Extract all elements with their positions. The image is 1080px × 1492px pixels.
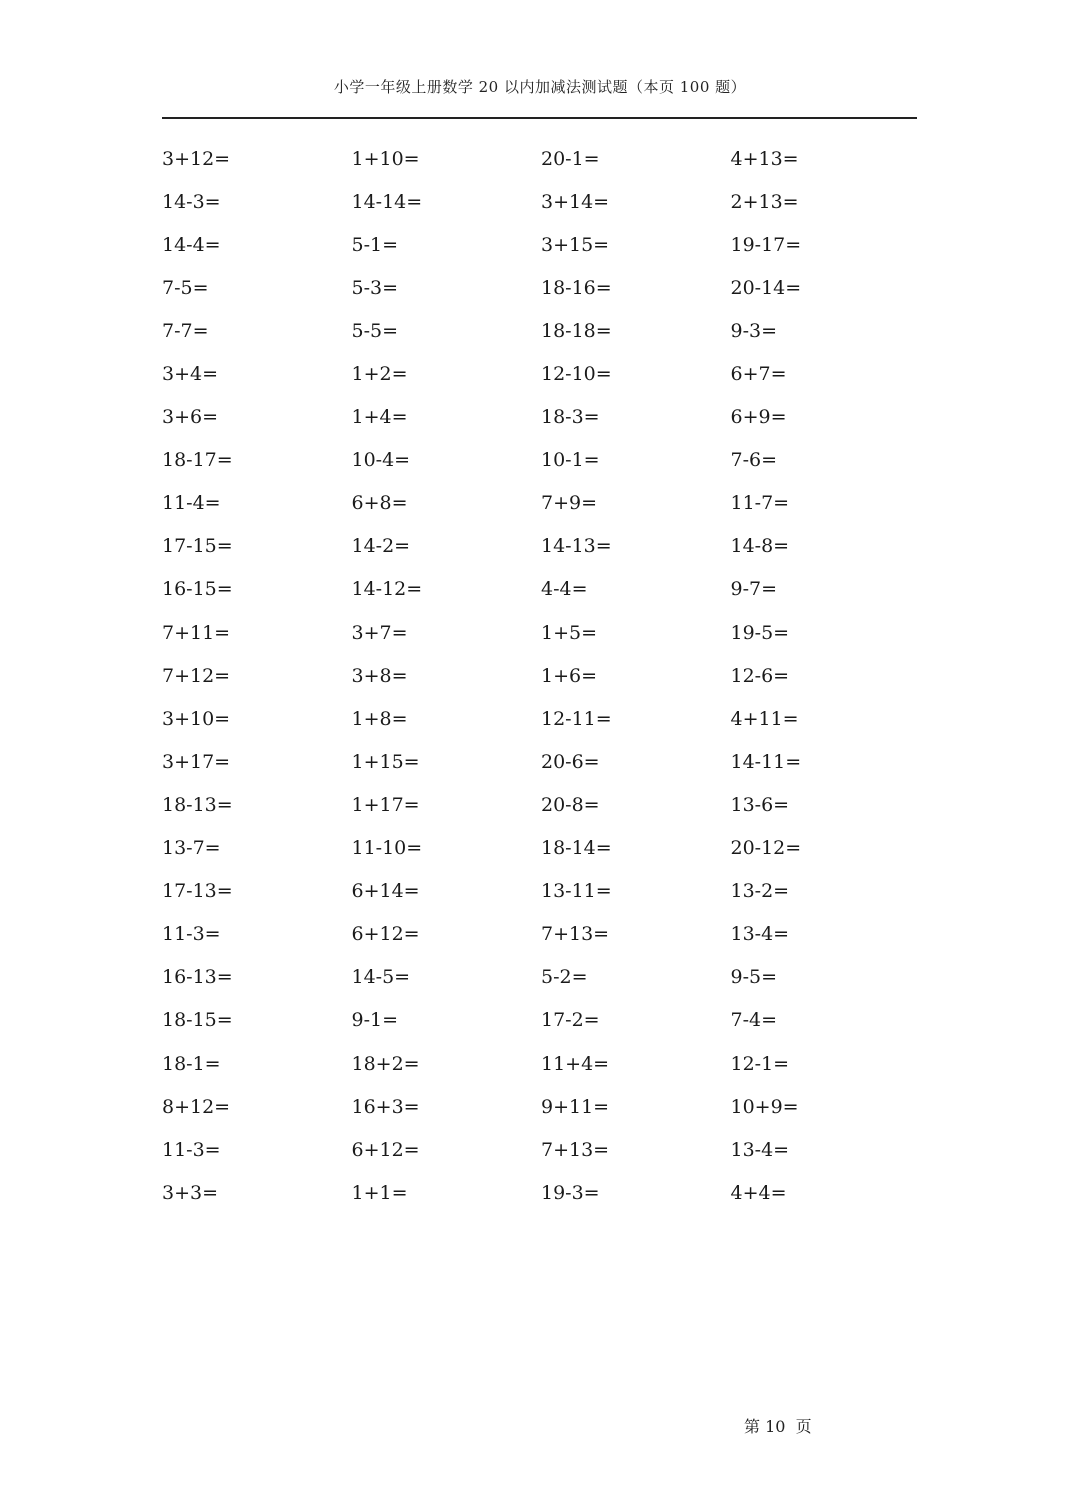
arithmetic-problem: 3+6= bbox=[162, 406, 219, 429]
arithmetic-problem: 20-14= bbox=[730, 276, 802, 299]
arithmetic-problem: 12-11= bbox=[541, 707, 612, 730]
arithmetic-problem: 18-14= bbox=[541, 837, 612, 860]
arithmetic-problem: 13-4= bbox=[730, 923, 790, 946]
arithmetic-problem: 1+6= bbox=[541, 664, 598, 687]
arithmetic-problem: 11+4= bbox=[541, 1052, 610, 1075]
arithmetic-problem: 20-6= bbox=[541, 750, 600, 773]
arithmetic-problem: 16-15= bbox=[162, 578, 233, 601]
page-number: 第 10 页 bbox=[744, 1417, 812, 1436]
arithmetic-problem: 14-4= bbox=[162, 233, 221, 256]
arithmetic-problem: 13-2= bbox=[730, 880, 790, 903]
arithmetic-problem: 5-1= bbox=[351, 233, 399, 256]
problem-row bbox=[162, 999, 922, 1042]
problem-row bbox=[162, 1042, 922, 1085]
arithmetic-problem: 7-6= bbox=[730, 449, 778, 472]
arithmetic-problem: 9-3= bbox=[730, 319, 778, 342]
problem-row bbox=[162, 913, 922, 956]
arithmetic-problem: 4-4= bbox=[541, 578, 588, 601]
arithmetic-problem: 18-16= bbox=[541, 276, 612, 299]
arithmetic-problem: 9+11= bbox=[541, 1095, 610, 1118]
arithmetic-problem: 3+17= bbox=[162, 750, 231, 773]
arithmetic-problem: 11-10= bbox=[351, 837, 423, 860]
arithmetic-problem: 6+7= bbox=[730, 363, 787, 386]
problem-row bbox=[162, 309, 922, 352]
arithmetic-problem: 3+12= bbox=[162, 147, 231, 170]
arithmetic-problem: 7+13= bbox=[541, 1138, 610, 1161]
problem-row bbox=[162, 654, 922, 697]
problem-row bbox=[162, 783, 922, 826]
arithmetic-problem: 11-3= bbox=[162, 923, 221, 946]
arithmetic-problem: 4+11= bbox=[730, 707, 799, 730]
problem-row bbox=[162, 1128, 922, 1171]
arithmetic-problem: 14-2= bbox=[351, 535, 411, 558]
arithmetic-problem: 12-6= bbox=[730, 664, 790, 687]
arithmetic-problem: 3+8= bbox=[351, 664, 408, 687]
arithmetic-problem: 10-4= bbox=[351, 449, 411, 472]
arithmetic-problem: 12-1= bbox=[730, 1052, 790, 1075]
arithmetic-problem: 18-17= bbox=[162, 449, 233, 472]
problem-row bbox=[162, 396, 922, 439]
arithmetic-problem: 13-6= bbox=[730, 793, 790, 816]
arithmetic-problem: 16-13= bbox=[162, 966, 233, 989]
arithmetic-problem: 14-13= bbox=[541, 535, 612, 558]
arithmetic-problem: 14-5= bbox=[351, 966, 411, 989]
arithmetic-problem: 5-3= bbox=[351, 276, 399, 299]
arithmetic-problem: 4+13= bbox=[730, 147, 799, 170]
problem-row bbox=[162, 180, 922, 223]
problem-row bbox=[162, 1085, 922, 1128]
arithmetic-problem: 7+9= bbox=[541, 492, 598, 515]
arithmetic-problem: 7-4= bbox=[730, 1009, 778, 1032]
problem-grid bbox=[162, 137, 922, 1214]
arithmetic-problem: 17-13= bbox=[162, 880, 233, 903]
arithmetic-problem: 1+1= bbox=[351, 1181, 408, 1204]
arithmetic-problem: 14-14= bbox=[351, 190, 423, 213]
arithmetic-problem: 14-3= bbox=[162, 190, 221, 213]
arithmetic-problem: 16+3= bbox=[351, 1095, 420, 1118]
arithmetic-problem: 11-3= bbox=[162, 1138, 221, 1161]
arithmetic-problem: 14-11= bbox=[730, 750, 802, 773]
arithmetic-problem: 7+12= bbox=[162, 664, 231, 687]
arithmetic-problem: 9-5= bbox=[730, 966, 778, 989]
arithmetic-problem: 1+15= bbox=[351, 750, 420, 773]
arithmetic-problem: 5-2= bbox=[541, 966, 588, 989]
arithmetic-problem: 18-1= bbox=[162, 1052, 221, 1075]
problem-row bbox=[162, 956, 922, 999]
problem-row bbox=[162, 697, 922, 740]
problem-row bbox=[162, 525, 922, 568]
arithmetic-problem: 3+3= bbox=[162, 1181, 219, 1204]
arithmetic-problem: 19-3= bbox=[541, 1181, 600, 1204]
arithmetic-problem: 20-1= bbox=[541, 147, 600, 170]
arithmetic-problem: 18-15= bbox=[162, 1009, 233, 1032]
arithmetic-problem: 10-1= bbox=[541, 449, 600, 472]
arithmetic-problem: 10+9= bbox=[730, 1095, 799, 1118]
arithmetic-problem: 1+5= bbox=[541, 621, 598, 644]
arithmetic-problem: 8+12= bbox=[162, 1095, 231, 1118]
arithmetic-problem: 14-12= bbox=[351, 578, 423, 601]
arithmetic-problem: 2+13= bbox=[730, 190, 799, 213]
arithmetic-problem: 12-10= bbox=[541, 363, 612, 386]
problem-row bbox=[162, 352, 922, 395]
arithmetic-problem: 9-1= bbox=[351, 1009, 399, 1032]
problem-row bbox=[162, 1171, 922, 1214]
arithmetic-problem: 1+10= bbox=[351, 147, 420, 170]
arithmetic-problem: 3+14= bbox=[541, 190, 610, 213]
arithmetic-problem: 19-5= bbox=[730, 621, 790, 644]
arithmetic-problem: 3+4= bbox=[162, 363, 219, 386]
arithmetic-problem: 7-5= bbox=[162, 276, 209, 299]
problem-row bbox=[162, 740, 922, 783]
arithmetic-problem: 3+10= bbox=[162, 707, 231, 730]
arithmetic-problem: 4+4= bbox=[730, 1181, 787, 1204]
arithmetic-problem: 14-8= bbox=[730, 535, 790, 558]
problem-row bbox=[162, 137, 922, 180]
arithmetic-problem: 13-11= bbox=[541, 880, 612, 903]
arithmetic-problem: 18-13= bbox=[162, 793, 233, 816]
arithmetic-problem: 11-4= bbox=[162, 492, 221, 515]
arithmetic-problem: 19-17= bbox=[730, 233, 802, 256]
arithmetic-problem: 11-7= bbox=[730, 492, 790, 515]
arithmetic-problem: 7+11= bbox=[162, 621, 231, 644]
arithmetic-problem: 20-12= bbox=[730, 837, 802, 860]
arithmetic-problem: 7-7= bbox=[162, 319, 209, 342]
arithmetic-problem: 18-3= bbox=[541, 406, 600, 429]
problem-row bbox=[162, 439, 922, 482]
arithmetic-problem: 6+14= bbox=[351, 880, 420, 903]
page-title: 小学一年级上册数学 20 以内加减法测试题（本页 100 题） bbox=[333, 78, 747, 96]
arithmetic-problem: 1+17= bbox=[351, 793, 420, 816]
arithmetic-problem: 18+2= bbox=[351, 1052, 420, 1075]
problem-row bbox=[162, 223, 922, 266]
problem-row bbox=[162, 568, 922, 611]
arithmetic-problem: 17-15= bbox=[162, 535, 233, 558]
arithmetic-problem: 1+4= bbox=[351, 406, 408, 429]
arithmetic-problem: 7+13= bbox=[541, 923, 610, 946]
arithmetic-problem: 3+15= bbox=[541, 233, 610, 256]
arithmetic-problem: 1+2= bbox=[351, 363, 408, 386]
arithmetic-problem: 5-5= bbox=[351, 319, 399, 342]
arithmetic-problem: 13-7= bbox=[162, 837, 221, 860]
arithmetic-problem: 6+12= bbox=[351, 923, 420, 946]
arithmetic-problem: 6+8= bbox=[351, 492, 408, 515]
arithmetic-problem: 13-4= bbox=[730, 1138, 790, 1161]
arithmetic-problem: 20-8= bbox=[541, 793, 600, 816]
arithmetic-problem: 1+8= bbox=[351, 707, 408, 730]
problem-row bbox=[162, 870, 922, 913]
arithmetic-problem: 6+9= bbox=[730, 406, 787, 429]
arithmetic-problem: 18-18= bbox=[541, 319, 612, 342]
arithmetic-problem: 9-7= bbox=[730, 578, 778, 601]
arithmetic-problem: 3+7= bbox=[351, 621, 408, 644]
problem-row bbox=[162, 482, 922, 525]
arithmetic-problem: 17-2= bbox=[541, 1009, 600, 1032]
problem-row bbox=[162, 827, 922, 870]
header-divider bbox=[162, 117, 917, 119]
problem-row bbox=[162, 611, 922, 654]
arithmetic-problem: 6+12= bbox=[351, 1138, 420, 1161]
problem-row bbox=[162, 266, 922, 309]
